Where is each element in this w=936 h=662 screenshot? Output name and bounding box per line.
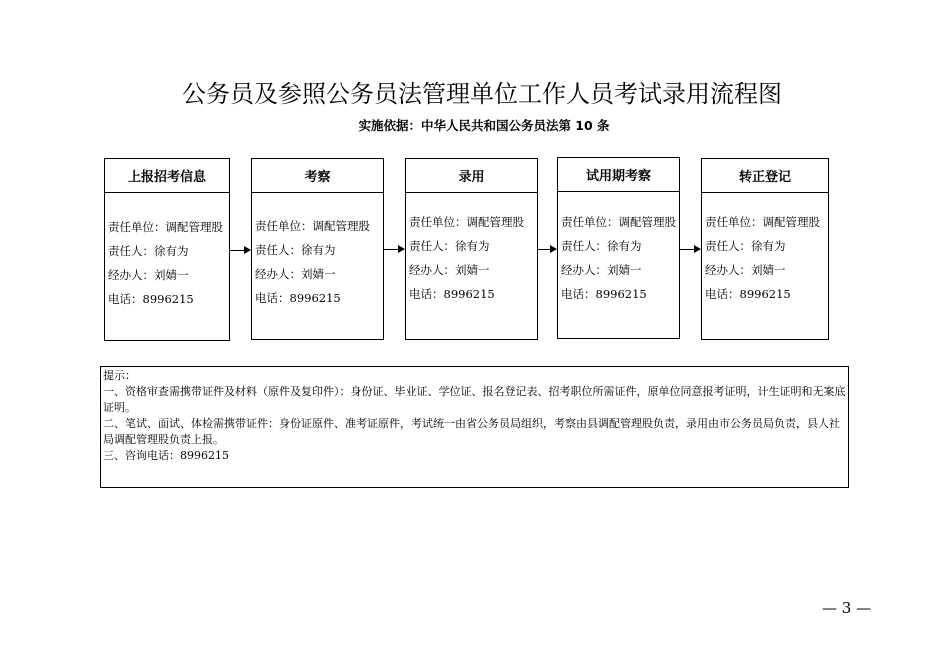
flow-step-inspection	[251, 158, 384, 340]
step-heading: 上报招考信息	[105, 159, 229, 193]
notes-heading: 提示：	[103, 369, 136, 382]
step-heading: 转正登记	[702, 159, 828, 193]
step-phone: 电话：8996215	[561, 287, 647, 301]
note-item: 二、笔试、面试、体检需携带证件：身份证原件、准考证原件，考试统一由省公务员局组织，考察由县调配管理股负责，录用由市公务员局负责，县人社局调配管理股负责上报。	[103, 417, 840, 446]
flow-step-probation	[557, 157, 680, 339]
step-unit: 责任单位：调配管理股	[705, 215, 820, 229]
notes-box	[100, 366, 849, 488]
step-person: 责任人：徐有为	[255, 243, 336, 257]
page-title: 公务员及参照公务员法管理单位工作人员考试录用流程图	[182, 80, 782, 108]
flow-arrow	[230, 250, 250, 251]
step-details	[105, 193, 229, 311]
step-handler: 经办人：刘婧一	[409, 263, 490, 277]
page-subtitle: 实施依据：中华人民共和国公务员法第 10 条	[358, 118, 610, 133]
step-person: 责任人：徐有为	[108, 244, 189, 258]
flow-arrow	[538, 249, 556, 250]
step-person: 责任人：徐有为	[409, 239, 490, 253]
step-details	[252, 193, 383, 310]
step-phone: 电话：8996215	[409, 287, 495, 301]
step-details	[702, 193, 828, 306]
step-details	[406, 193, 537, 306]
flow-step-registration	[701, 158, 829, 340]
step-person: 责任人：徐有为	[705, 239, 786, 253]
step-phone: 电话：8996215	[108, 292, 194, 306]
step-handler: 经办人：刘婧一	[108, 268, 189, 282]
note-item: 三、咨询电话：8996215	[103, 449, 229, 462]
step-unit: 责任单位：调配管理股	[409, 215, 524, 229]
step-heading: 考察	[252, 159, 383, 193]
step-phone: 电话：8996215	[705, 287, 791, 301]
step-unit: 责任单位：调配管理股	[108, 220, 223, 234]
step-person: 责任人：徐有为	[561, 239, 642, 253]
step-heading: 录用	[406, 159, 537, 193]
flow-arrow	[384, 249, 404, 250]
page-number: — 3 —	[822, 599, 872, 617]
step-details	[558, 192, 679, 306]
flow-step-hiring	[405, 158, 538, 340]
step-unit: 责任单位：调配管理股	[255, 219, 370, 233]
step-heading: 试用期考察	[558, 158, 679, 192]
flow-step-report	[104, 158, 230, 341]
step-phone: 电话：8996215	[255, 291, 341, 305]
step-handler: 经办人：刘婧一	[255, 267, 336, 281]
step-handler: 经办人：刘婧一	[705, 263, 786, 277]
flow-arrow	[680, 249, 700, 250]
note-item: 一、资格审查需携带证件及材料（原件及复印件）：身份证、毕业证、学位证、报名登记表、招考职位所需证件，原单位同意报考证明，计生证明和无案底证明。	[103, 385, 846, 414]
step-unit: 责任单位：调配管理股	[561, 215, 676, 229]
step-handler: 经办人：刘婧一	[561, 263, 642, 277]
